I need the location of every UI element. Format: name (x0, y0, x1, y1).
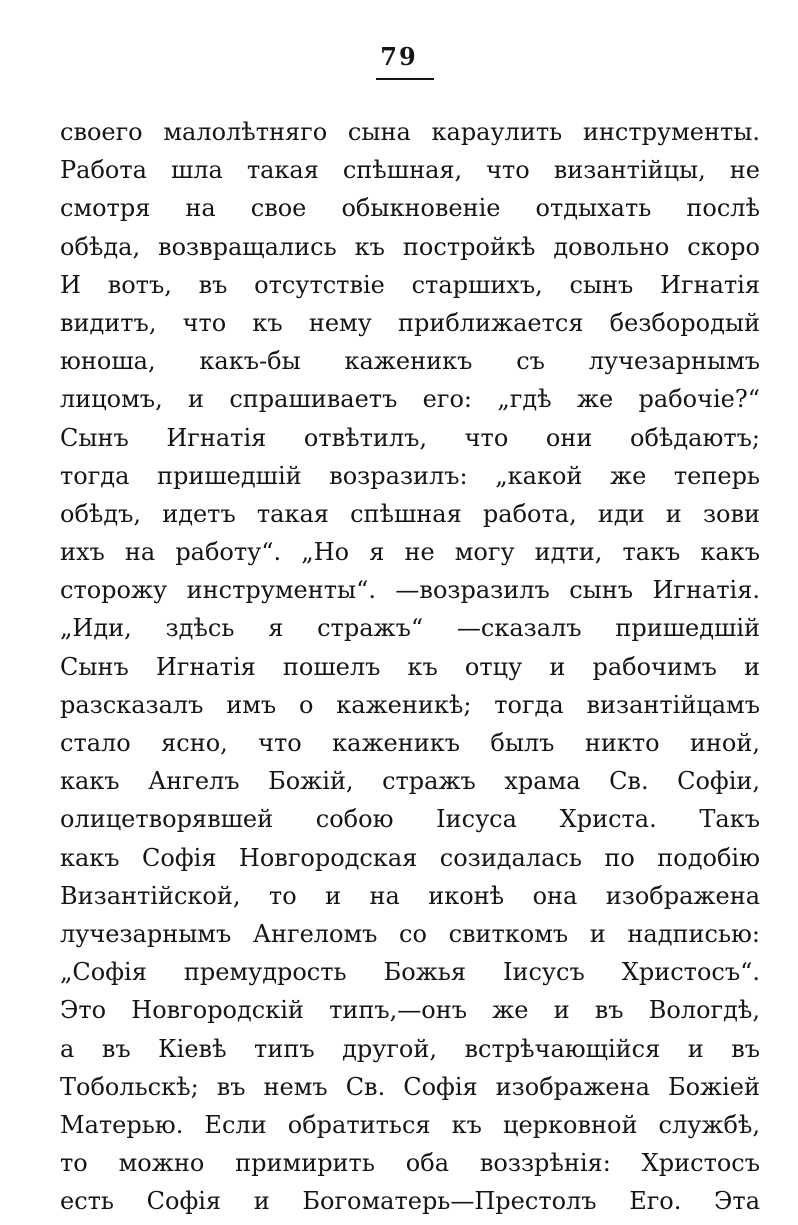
page-number-underline (376, 78, 434, 80)
text-line: своего малолѣтняго сына караулить инструменты. (60, 118, 760, 146)
text-line: Тобольскѣ; въ немъ Св. Софія изображена Божіей (60, 1072, 760, 1101)
text-line: а въ Кіевѣ типъ другой, встрѣчающійся и въ (60, 1034, 760, 1063)
text-line: Византійской, то и на иконѣ она изображена (60, 881, 760, 910)
text-line: то можно примирить оба воззрѣнія: Христосъ (60, 1149, 760, 1178)
text-line: „Софія премудрость Божья Іисусъ Христосъ“. (60, 958, 760, 987)
text-line: есть Софія и Богоматерь—Престолъ Его. Эта (60, 1187, 760, 1216)
text-line: обѣда, возвращались къ постройкѣ довольно скоро (60, 232, 760, 261)
text-line: Работа шла такая спѣшная, что византійцы, не (60, 156, 760, 185)
text-line: Сынъ Игнатія отвѣтилъ, что они обѣдаютъ; (60, 423, 760, 452)
text-line: Матерью. Если обратиться къ церковной службѣ, (60, 1110, 760, 1139)
text-line: какъ Софія Новгородская созидалась по подобію (60, 843, 760, 872)
text-line: стало ясно, что каженикъ былъ никто иной, (60, 729, 760, 757)
page-number: 79 (380, 42, 418, 71)
text-line: Это Новгородскій типъ,—онъ же и въ Вологдѣ, (60, 996, 760, 1025)
text-line: обѣдъ, идетъ такая спѣшная работа, иди и зови (60, 499, 760, 528)
body-text (60, 113, 760, 1220)
text-line: какъ Ангелъ Божій, стражъ храма Св. Софіи, (60, 767, 760, 796)
text-line: юноша, какъ-бы каженикъ съ лучезарнымъ (60, 347, 760, 376)
text-line: олицетворявшей собою Іисуса Христа. Такъ (60, 805, 760, 834)
text-line: лучезарнымъ Ангеломъ со свиткомъ и надписью: (60, 919, 760, 948)
text-line: видитъ, что къ нему приближается безбородый (60, 308, 760, 337)
text-line: лицомъ, и спрашиваетъ его: „гдѣ же рабочіе?“ (60, 385, 760, 414)
text-line: смотря на свое обыкновеніе отдыхать послѣ (60, 194, 760, 223)
text-line: ихъ на работу“. „Но я не могу идти, такъ какъ (60, 538, 760, 567)
text-line: разсказалъ имъ о каженикѣ; тогда византійцамъ (60, 690, 760, 719)
text-line: „Иди, здѣсь я стражъ“ —сказалъ пришедшій (60, 614, 760, 643)
text-line: Сынъ Игнатія пошелъ къ отцу и рабочимъ и (60, 652, 760, 681)
text-line: И вотъ, въ отсутствіе старшихъ, сынъ Игнатія (60, 270, 760, 299)
text-line: сторожу инструменты“. —возразилъ сынъ Игнатія. (60, 576, 760, 605)
text-line: тогда пришедшій возразилъ: „какой же теперь (60, 461, 760, 490)
